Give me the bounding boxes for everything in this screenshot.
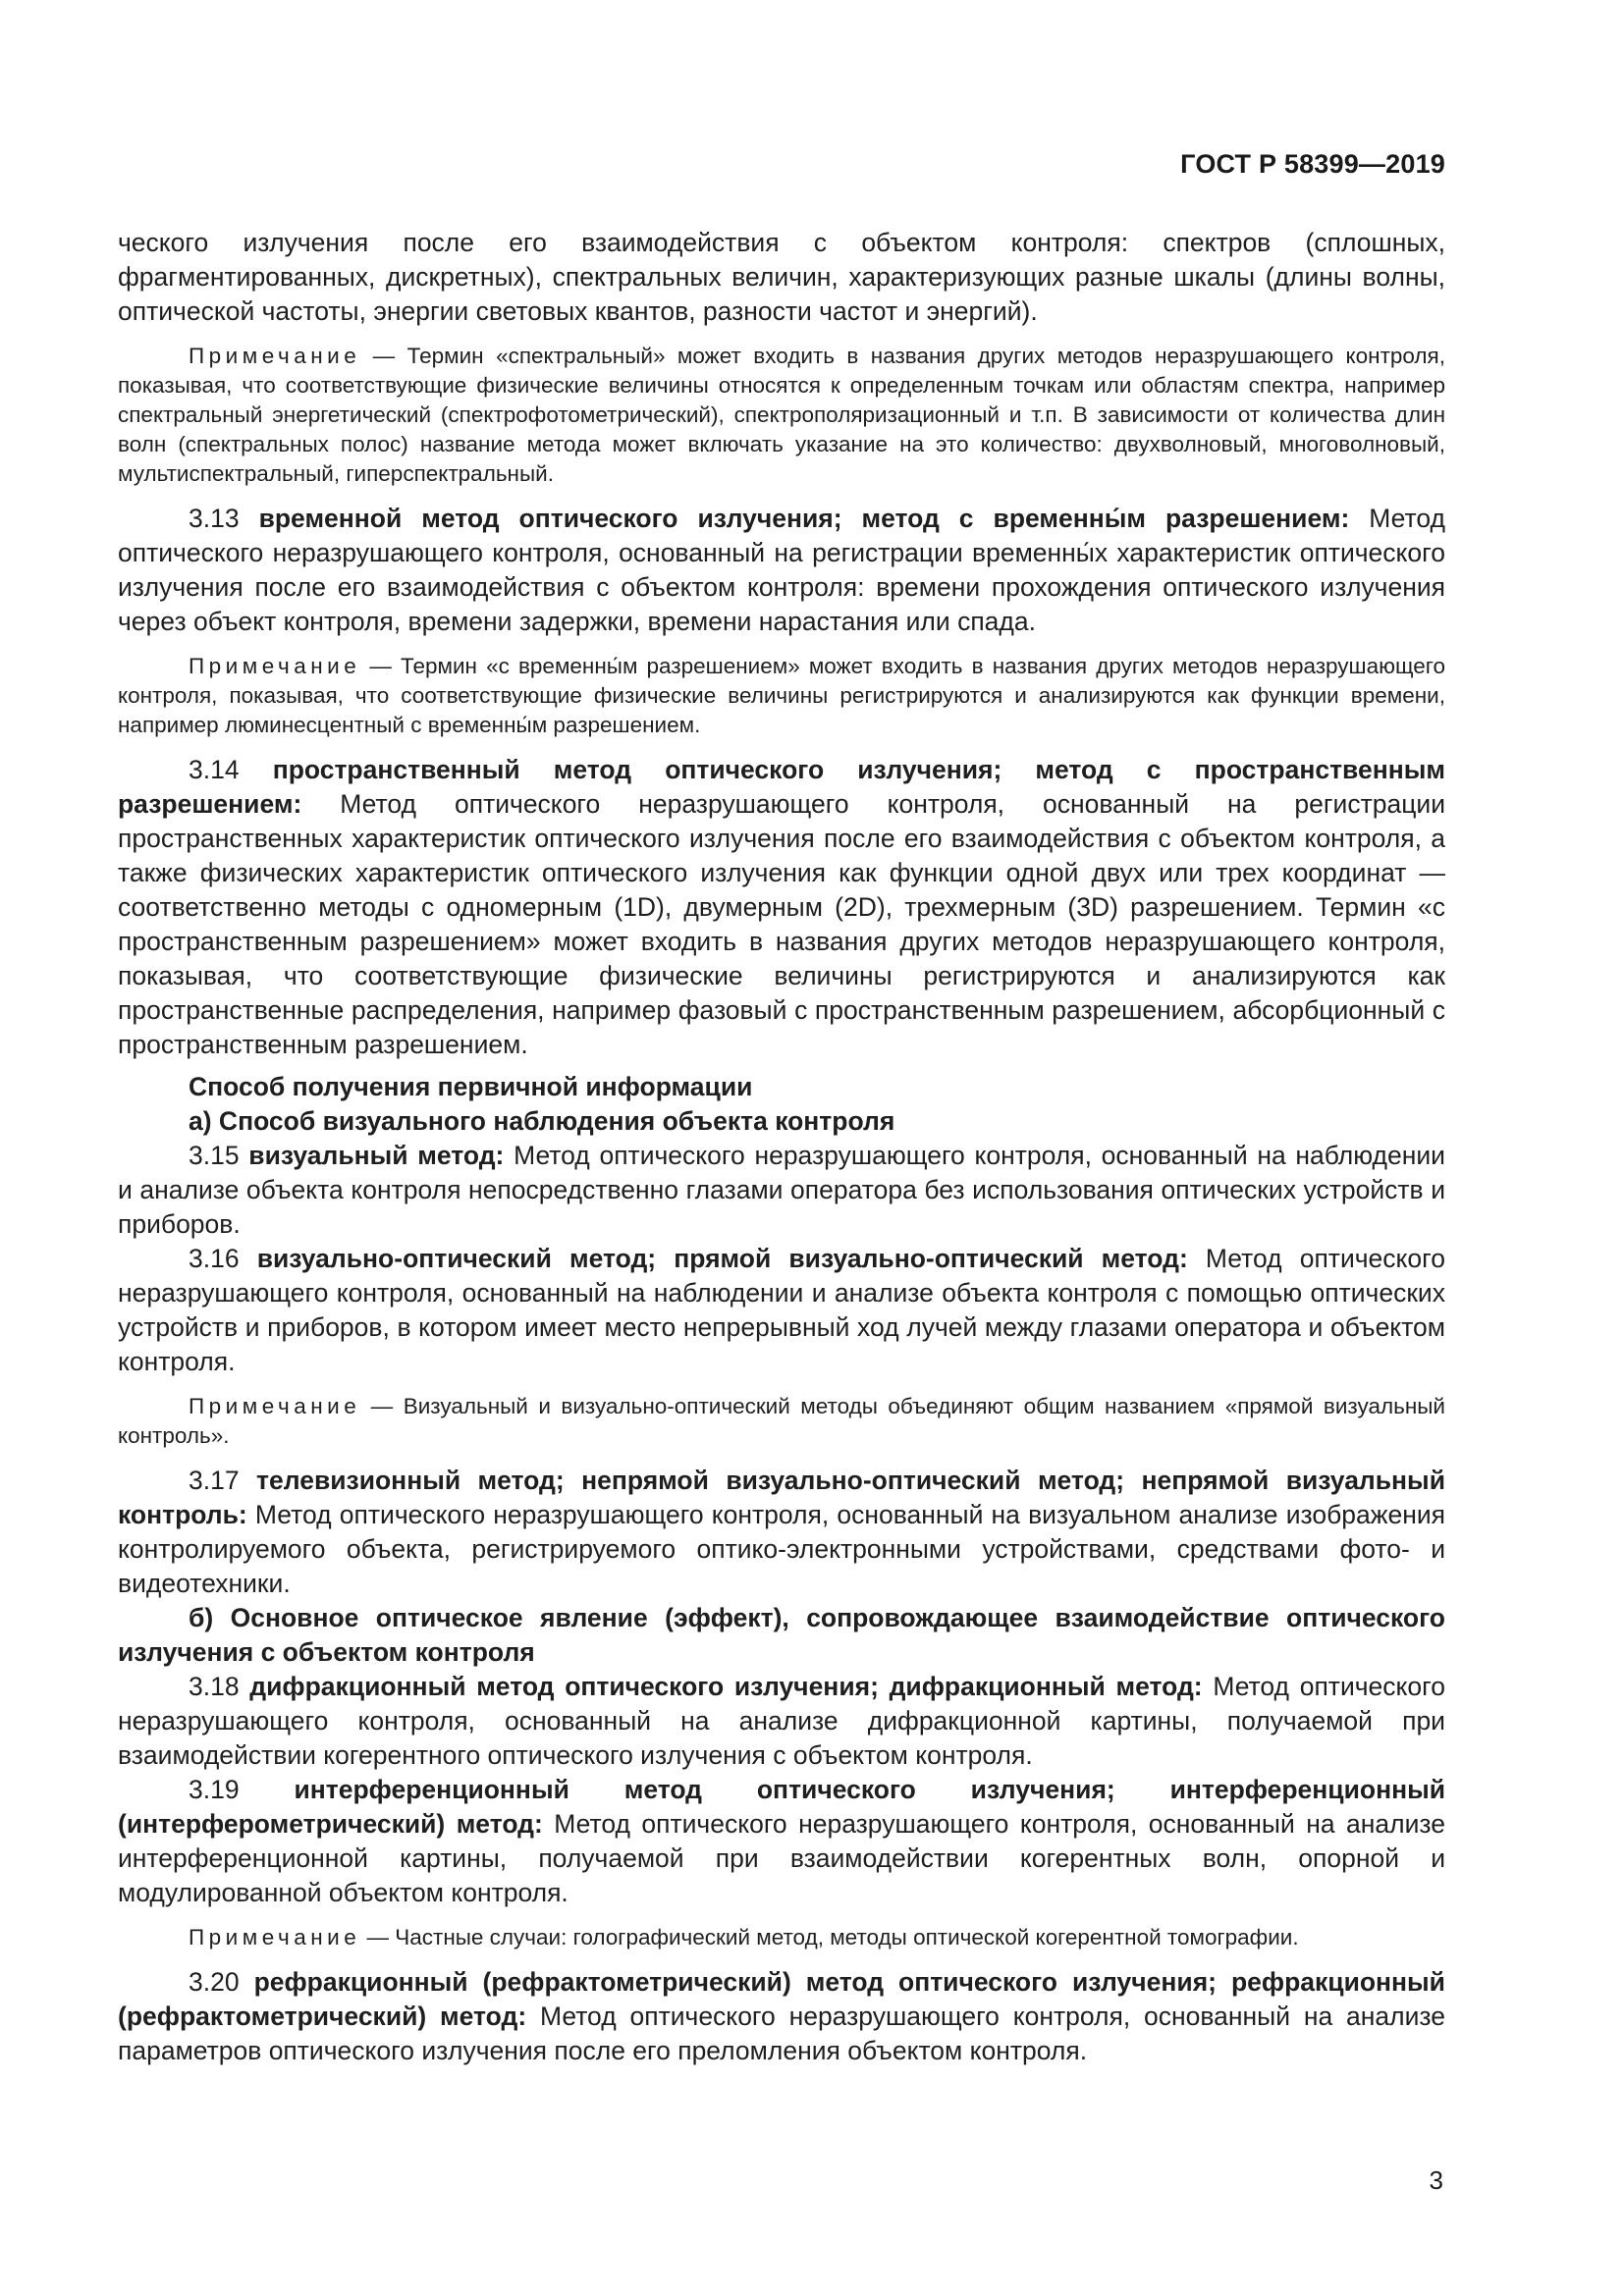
note-text: Частные случаи: голографический метод, методы оптической когерентной томографии. [395,1925,1299,1949]
term-definition: Метод оптического неразрушающего контроля, основанный на регистрации временны́х характеристик оптического излучения после его взаимодействия с объектом контроля: времени прохождения оптического излучения через объект контроля, времени задержки, времени нарастания или спада. [118,504,1445,636]
term-definition: Метод оптического неразрушающего контроля, основанный на регистрации пространственных характеристик оптического излучения после его взаимодействия с объектом контроля, а также физических характеристик оптического излучения как функции одной двух или трех координат — соответственно методы с одномерным (1D), двумерным (2D), трехмерным (3D) разрешением. Термин «с пространственным разрешением» может входить в названия других методов неразрушающего контроля, показывая, что соответствующие физические величины регистрируются и анализируются как пространственные распределения, например фазовый с пространственным разрешением, абсорбционный с пространственным разрешением. [118,789,1445,1059]
paragraph-continuation: ческого излучения после его взаимодействия с объектом контроля: спектров (сплошных, фрагментированных, дискретных), спектральных величин, характеризующих разные шкалы (длины волны, оптической частоты, энергии световых квантов, разности частот и энергий). [118,228,1445,326]
term-definition: Метод оптического неразрушающего контроля, основанный на наблюдении и анализе объекта контроля непосредственно глазами оператора без использования оптических устройств и приборов. [118,1141,1445,1239]
term-number: 3.18 [189,1672,250,1701]
page-body [118,226,1445,2068]
note-label: Примечание [189,654,361,678]
note-direct-visual [118,1392,1445,1451]
term-definition: Метод оптического неразрушающего контроля, основанный на анализе дифракционной картины, получаемой при взаимодействии когерентного оптического излучения с объектом контроля. [118,1672,1445,1770]
term-entry-3-14 [118,753,1445,1062]
term-entry-3-17 [118,1464,1445,1601]
note-special-cases [118,1923,1445,1952]
term-definition: Метод оптического неразрушающего контроля, основанный на визуальном анализе изображения контролируемого объекта, регистрируемого оптико-электронными устройствами, средствами фото- и видеотехники. [118,1500,1445,1598]
note-dash: — [360,654,401,678]
term-entry-3-19 [118,1773,1445,1910]
term-number: 3.17 [189,1466,257,1495]
term-number: 3.15 [189,1141,249,1170]
page-number: 3 [1429,2165,1443,2195]
subsection-heading-b: б) Основное оптическое явление (эффект), сопровождающее взаимодействие оптического излучения с объектом контроля [118,1603,1445,1667]
note-time-resolution [118,652,1445,740]
note-label: Примечание [189,1925,361,1949]
note-dash: — [360,1925,396,1949]
term-title: телевизионный метод; непрямой визуально-оптический метод; непрямой визуальный контроль: [118,1466,1445,1529]
term-title: пространственный метод оптического излучения; метод с пространственным разрешением: [118,755,1445,819]
term-title: визуально-оптический метод; прямой визуально-оптический метод: [256,1244,1188,1273]
term-title: рефракционный (рефрактометрический) метод оптического излучения; рефракционный (рефрактометрический) метод: [118,1967,1445,2031]
term-number: 3.13 [189,504,259,533]
term-definition: Метод оптического неразрушающего контроля, основанный на анализе интерференционной картины, получаемой при взаимодействии когерентных волн, опорной и модулированной объектом контроля. [118,1809,1445,1907]
subsection-heading-a: а) Способ визуального наблюдения объекта контроля [189,1106,895,1136]
note-text: Термин «с временны́м разрешением» может входить в названия других методов неразрушающего контроля, показывая, что соответствующие физические величины регистрируются и анализируются как функции времени, например люминесцентный с временны́м разрешением. [118,654,1445,737]
term-title: визуальный метод: [248,1141,505,1170]
note-dash: — [360,344,407,368]
term-definition: Метод оптического неразрушающего контроля, основанный на анализе параметров оптического излучения после его преломления объектом контроля. [118,2002,1445,2065]
term-entry-3-20 [118,1965,1445,2068]
term-number: 3.16 [189,1244,257,1273]
term-number: 3.14 [189,755,273,784]
term-title: интерференционный метод оптического излучения; интерференционный (интерферометрический) метод: [118,1775,1445,1839]
term-entry-3-15 [118,1139,1445,1242]
note-label: Примечание [189,344,361,368]
note-dash: — [360,1394,404,1418]
term-title: временной метод оптического излучения; метод с временны́м разрешением: [258,504,1350,533]
term-title: дифракционный метод оптического излучения; дифракционный метод: [249,1672,1203,1701]
note-text: Визуальный и визуально-оптический методы объединяют общим названием «прямой визуальный контроль». [118,1394,1445,1448]
term-entry-3-13 [118,502,1445,639]
term-number: 3.19 [189,1775,295,1804]
term-number: 3.20 [189,1967,254,1997]
note-text: Термин «спектральный» может входить в названия других методов неразрушающего контроля, показывая, что соответствующие физические величины относятся к определенным точкам или областям спектра, например спектральный энергетический (спектрофотометрический), спектрополяризационный и т.п. В зависимости от количества длин волн (спектральных полос) название метода может включать указание на это количество: двухволновый, многоволновый, мультиспектральный, гиперспектральный. [118,344,1445,486]
term-entry-3-16 [118,1242,1445,1379]
document-code-header: ГОСТ Р 58399—2019 [1180,149,1445,179]
term-definition: Метод оптического неразрушающего контроля, основанный на наблюдении и анализе объекта контроля с помощью оптических устройств и приборов, в котором имеет место непрерывный ход лучей между глазами оператора и объектом контроля. [118,1244,1445,1376]
note-spectral [118,342,1445,489]
section-heading-primary-info: Способ получения первичной информации [189,1072,753,1101]
term-entry-3-18 [118,1670,1445,1773]
note-label: Примечание [189,1394,361,1418]
